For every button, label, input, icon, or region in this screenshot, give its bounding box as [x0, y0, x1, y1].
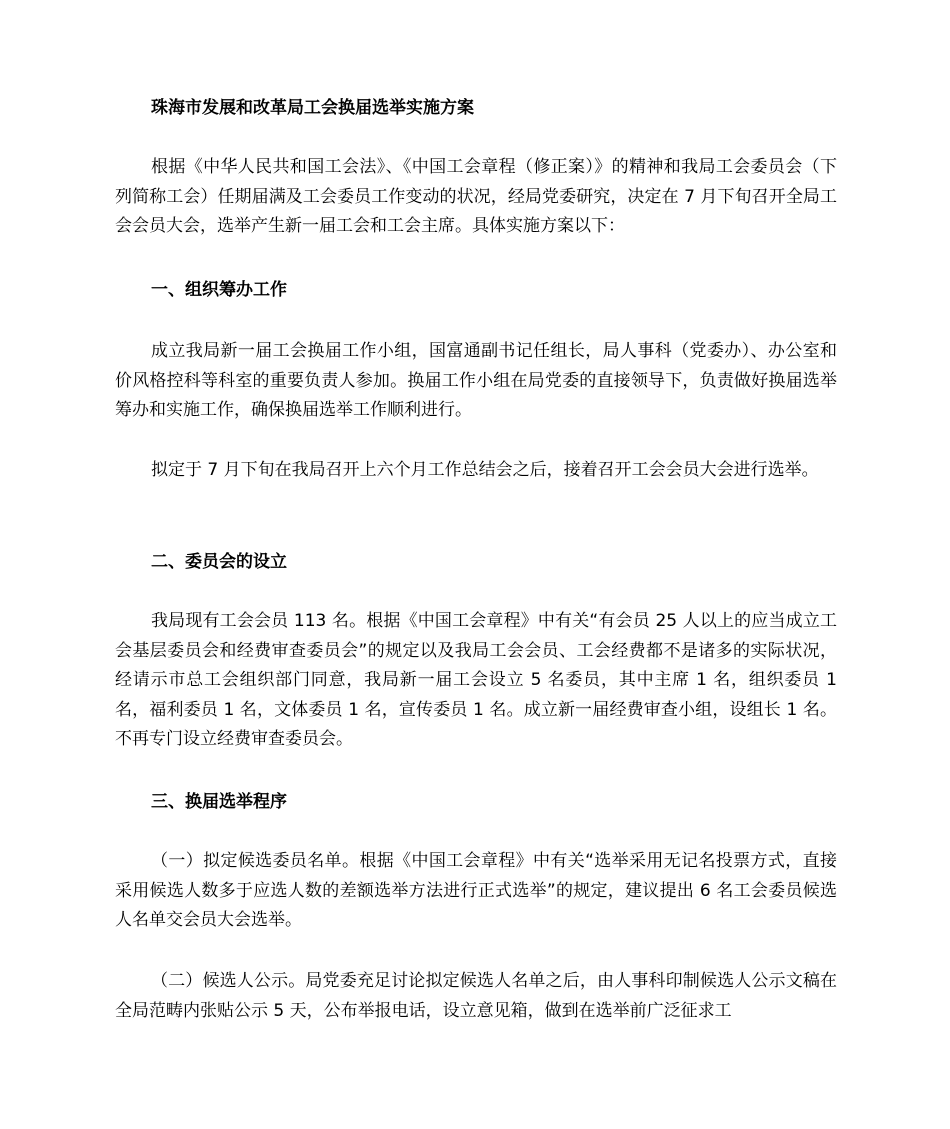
section-heading-organization: 一、组织筹办工作: [151, 280, 287, 300]
paragraph-committee-setup: 我局现有工会会员 113 名。根据《中国工会章程》中有关“有会员 25 人以上的应当成立工会基层委员会和经费审查委员会”的规定以及我局工会会员、工会经费都不是诸多的实际状况，经请示市总工会组织部门同意，我局新一届工会设立 5 名委员，其中主席 1 名，组织委员 1 名，福利委员 1 名，文体委员 1 名，宣传委员 1 名。成立新一届经费审查小组，设组长 1 名。不再专门设立经费审查委员会。: [115, 611, 837, 749]
document-title: 珠海市发展和改革局工会换届选举实施方案: [151, 98, 474, 118]
section-heading-committee: 二、委员会的设立: [151, 552, 287, 572]
paragraph-meeting-schedule: 拟定于 7 月下旬在我局召开上六个月工作总结会之后，接着召开工会会员大会进行选举。: [151, 460, 819, 480]
paragraph-candidate-list: （一）拟定候选委员名单。根据《中国工会章程》中有关“选举采用无记名投票方式，直接采用候选人数多于应选人数的差额选举方法进行正式选举”的规定，建议提出 6 名工会委员候选人名单交会员大会选举。: [115, 851, 837, 930]
intro-paragraph: 根据《中华人民共和国工会法》、《中国工会章程（修正案）》的精神和我局工会委员会（下列简称工会）任期届满及工会委员工作变动的状况，经局党委研究，决定在 7 月下旬召开全局工会会员大会，选举产生新一届工会和工会主席。具体实施方案以下：: [115, 157, 837, 236]
section-heading-election-procedure: 三、换届选举程序: [151, 792, 287, 812]
paragraph-candidate-publicity: （二）候选人公示。局党委充足讨论拟定候选人名单之后，由人事科印制候选人公示文稿在全局范畴内张贴公示 5 天，公布举报电话，设立意见箱，做到在选举前广泛征求工: [115, 971, 837, 1021]
paragraph-working-group: 成立我局新一届工会换届工作小组，国富通副书记任组长，局人事科（党委办）、办公室和价风格控科等科室的重要负责人参加。换届工作小组在局党委的直接领导下，负责做好换届选举筹办和实施工作，确保换届选举工作顺利进行。: [115, 341, 837, 420]
